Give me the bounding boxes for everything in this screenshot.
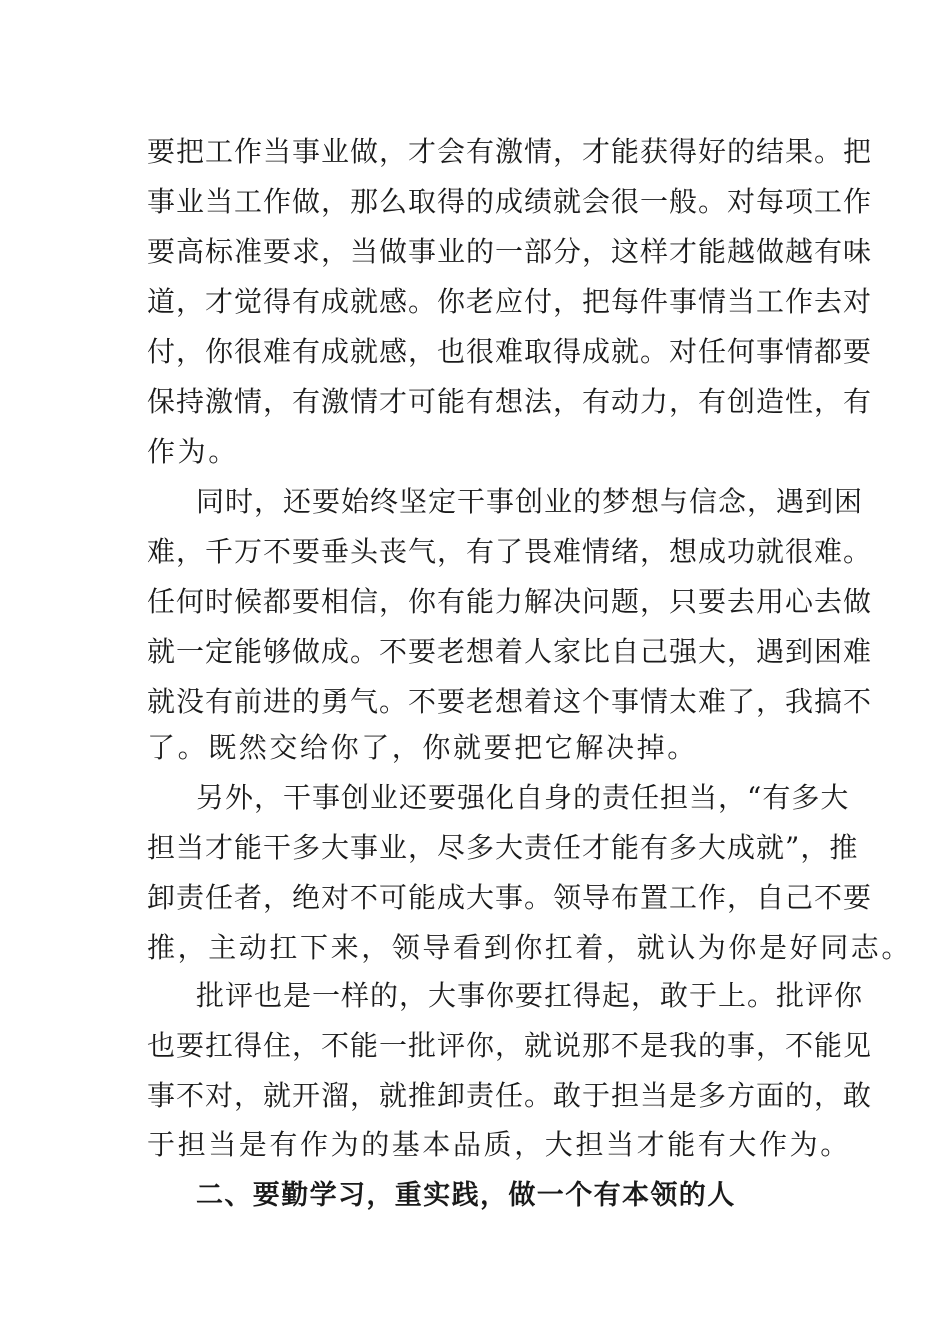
- paragraph-line: 要高标准要求，当做事业的一部分，这样才能越做越有味: [147, 235, 873, 268]
- paragraph-line: 保持激情，有激情才可能有想法，有动力，有创造性，有: [147, 385, 873, 418]
- paragraph-line: 事不对，就开溜，就推卸责任。敢于担当是多方面的，敢: [147, 1079, 873, 1112]
- section-heading: 二、要勤学习，重实践，做一个有本领的人: [196, 1180, 736, 1211]
- paragraph-line: 就没有前进的勇气。不要老想着这个事情太难了，我搞不: [147, 685, 873, 718]
- paragraph-line: 于担当是有作为的基本品质，大担当才能有大作为。: [147, 1128, 851, 1161]
- paragraph-line: 任何时候都要相信，你有能力解决问题，只要去用心去做: [147, 585, 873, 618]
- paragraph-line: 推，主动扛下来，领导看到你扛着，就认为你是好同志。: [147, 931, 913, 964]
- paragraph-line: 了。既然交给你了，你就要把它解决掉。: [147, 731, 698, 764]
- paragraph-line: 批评也是一样的，大事你要扛得起，敢于上。批评你: [196, 979, 864, 1012]
- paragraph-line: 要把工作当事业做，才会有激情，才能获得好的结果。把: [147, 135, 873, 168]
- paragraph-line: 同时，还要始终坚定干事创业的梦想与信念，遇到困: [196, 485, 864, 518]
- paragraph-line: 难，千万不要垂头丧气，有了畏难情绪，想成功就很难。: [147, 535, 873, 568]
- paragraph-line: 另外，干事创业还要强化自身的责任担当，“有多大: [196, 781, 850, 814]
- paragraph-line: 也要扛得住，不能一批评你，就说那不是我的事，不能见: [147, 1029, 873, 1062]
- paragraph-line: 就一定能够做成。不要老想着人家比自己强大，遇到困难: [147, 635, 873, 668]
- paragraph-line: 担当才能干多大事业，尽多大责任才能有多大成就”，推: [147, 831, 859, 864]
- paragraph-line: 付，你很难有成就感，也很难取得成就。对任何事情都要: [147, 335, 873, 368]
- paragraph-line: 道，才觉得有成就感。你老应付，把每件事情当工作去对: [147, 285, 873, 318]
- paragraph-line: 作为。: [147, 435, 239, 468]
- paragraph-line: 卸责任者，绝对不可能成大事。领导布置工作，自己不要: [147, 881, 873, 914]
- paragraph-line: 事业当工作做，那么取得的成绩就会很一般。对每项工作: [147, 185, 873, 218]
